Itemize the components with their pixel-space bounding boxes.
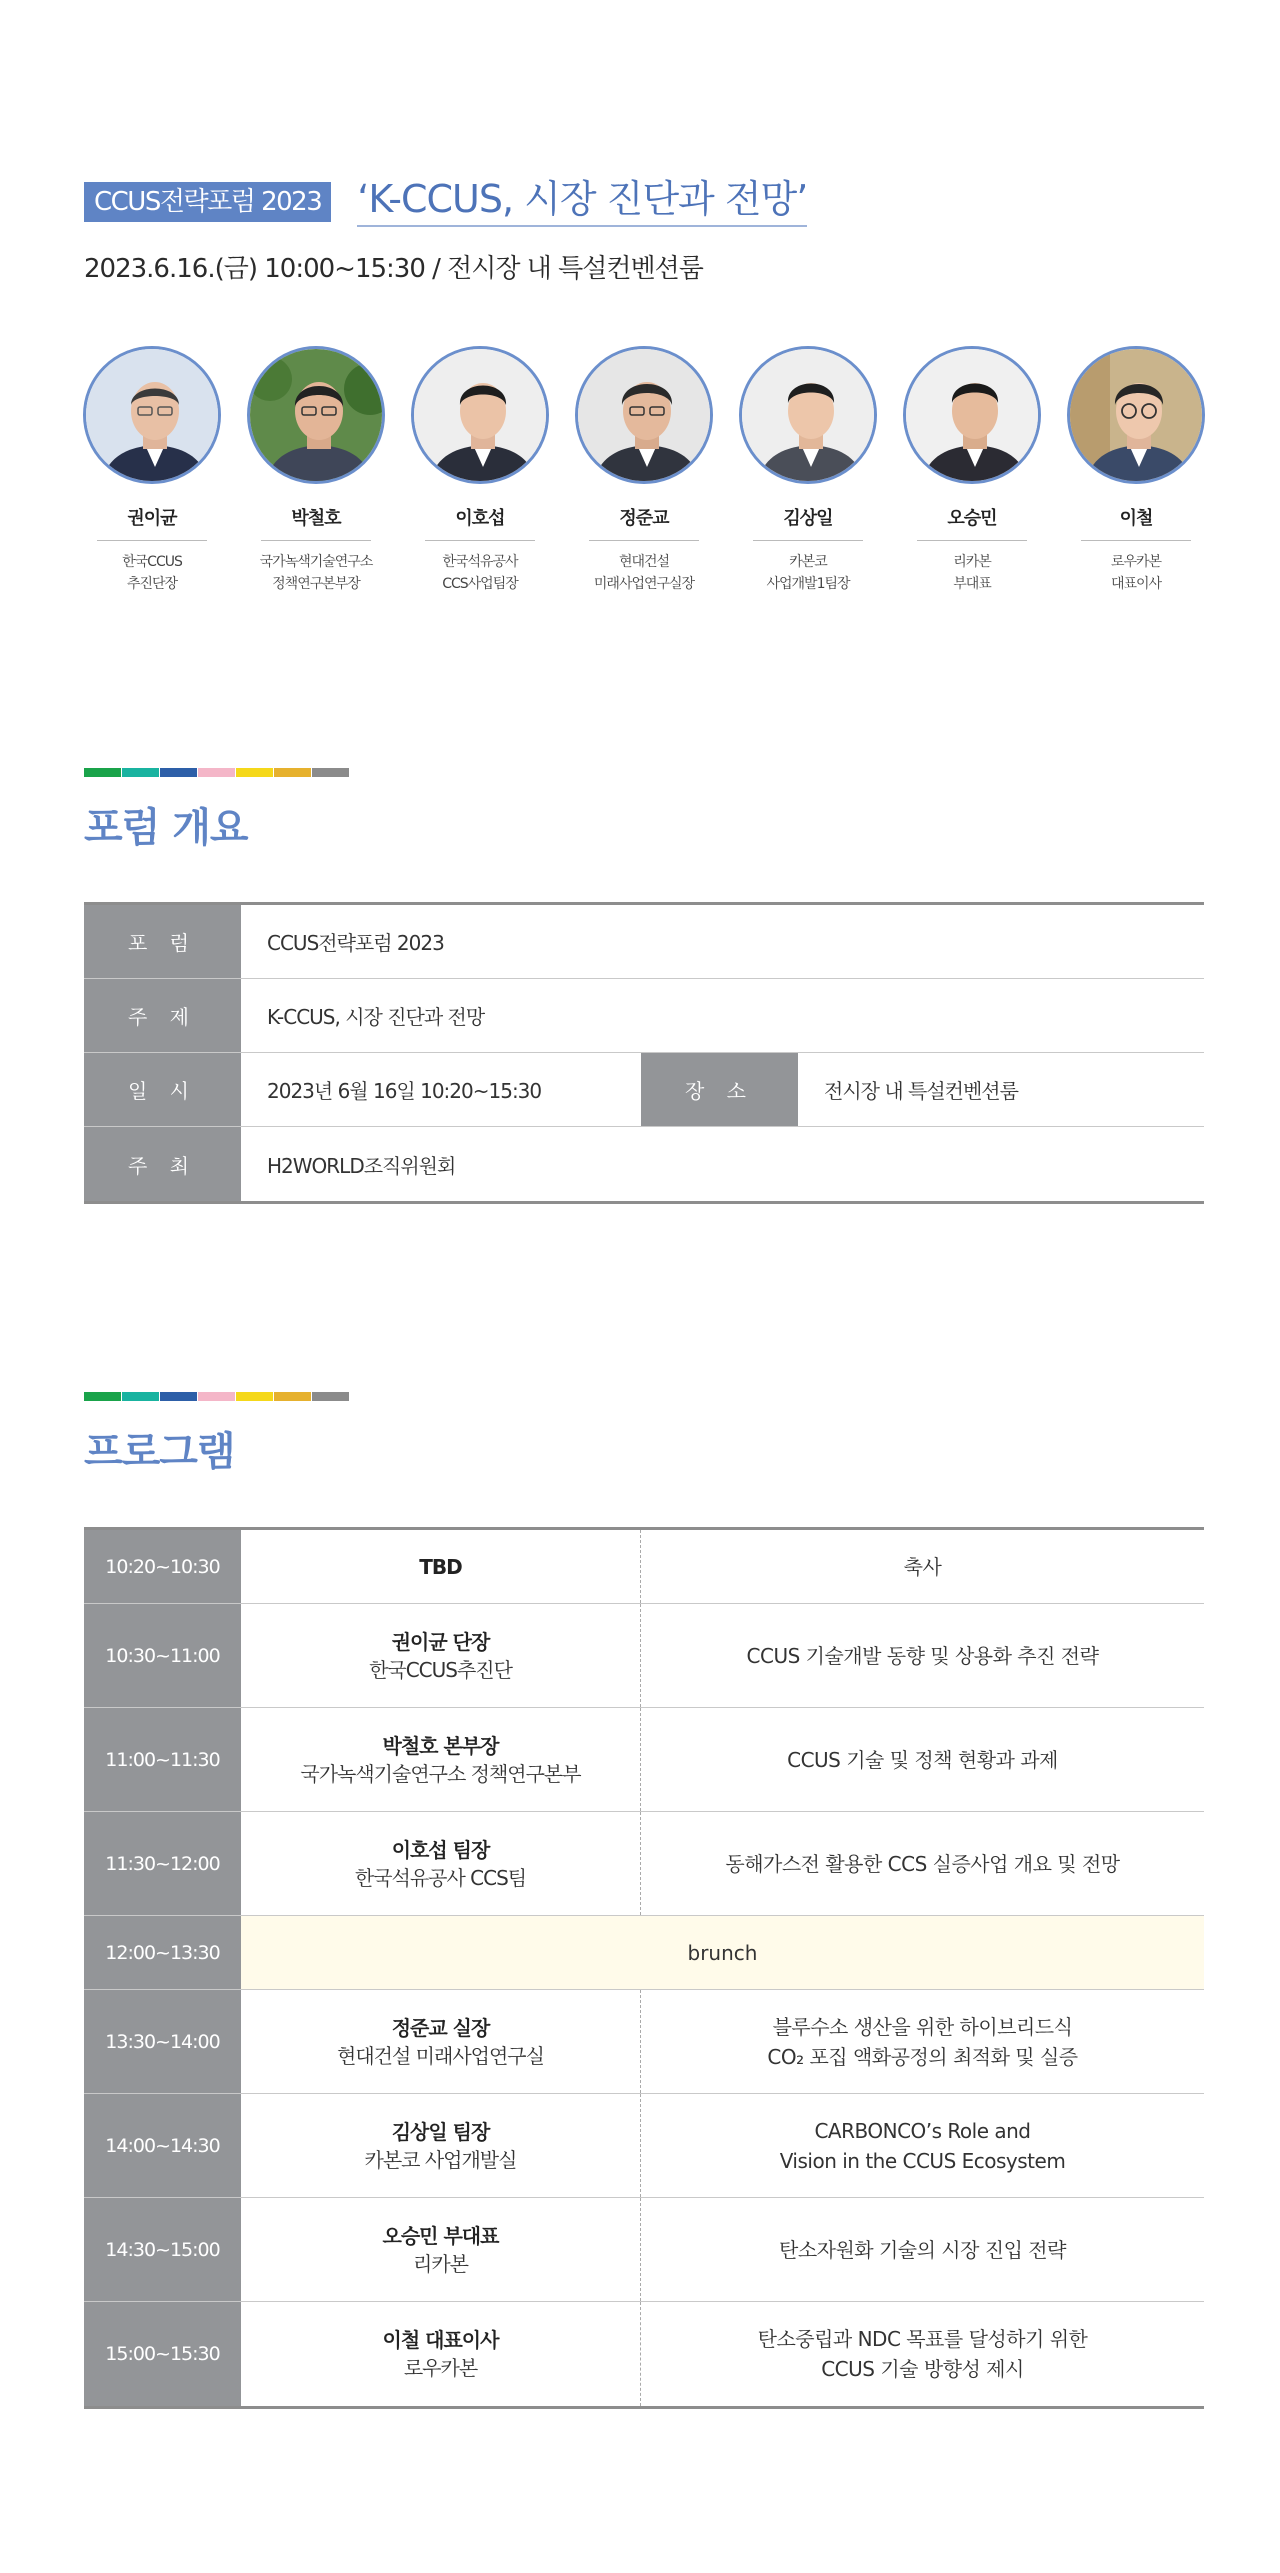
table-row <box>84 1604 1204 1708</box>
speaker-card <box>574 346 714 595</box>
speaker-photo <box>903 346 1041 484</box>
speaker-affiliation: 리카본 부대표 <box>953 554 991 592</box>
table-row <box>84 2198 1204 2302</box>
session-topic: CCUS 기술 및 정책 현황과 과제 <box>787 1747 1058 1772</box>
table-row <box>84 1053 1204 1127</box>
speaker-divider <box>1081 540 1191 541</box>
speaker-name: 정준교 <box>619 508 669 529</box>
speaker-name: 김상일 <box>783 508 833 529</box>
event-header <box>84 176 1204 285</box>
session-topic: 동해가스전 활용한 CCS 실증사업 개요 및 전망 <box>725 1851 1120 1876</box>
speaker-card <box>246 346 386 595</box>
speaker-name: 권이균 <box>127 508 177 529</box>
speaker-divider <box>97 540 207 541</box>
speaker-divider <box>917 540 1027 541</box>
forum-value: CCUS전략포럼 2023 <box>267 931 444 955</box>
session-speaker: 이철 대표이사 로우카본 <box>241 2302 641 2406</box>
session-time: 10:20~10:30 <box>84 1530 241 1603</box>
session-topic: 탄소자원화 기술의 시장 진입 전략 <box>779 2237 1066 2262</box>
speaker-name: 박철호 <box>291 508 341 529</box>
session-time: 11:00~11:30 <box>84 1708 241 1811</box>
speaker-divider <box>261 540 371 541</box>
speaker-name: 이호섭 <box>455 508 505 529</box>
speaker-photo <box>575 346 713 484</box>
speaker-divider <box>589 540 699 541</box>
speaker-divider <box>753 540 863 541</box>
speaker-affiliation: 한국석유공사 CCS사업팀장 <box>442 554 518 592</box>
session-time: 10:30~11:00 <box>84 1604 241 1707</box>
speaker-photo <box>1067 346 1205 484</box>
session-time: 12:00~13:30 <box>84 1916 241 1989</box>
forum-badge: CCUS전략포럼 2023 <box>84 182 331 222</box>
section-color-bar <box>84 1392 350 1401</box>
date-value: 2023년 6월 16일 10:20~15:30 <box>267 1079 542 1103</box>
speaker-photo <box>83 346 221 484</box>
overview-table <box>84 902 1204 1204</box>
session-speaker: 정준교 실장 현대건설 미래사업연구실 <box>241 1990 641 2093</box>
table-row <box>84 1127 1204 1201</box>
session-time: 14:30~15:00 <box>84 2198 241 2301</box>
speaker-affiliation: 한국CCUS 추진단장 <box>122 554 182 592</box>
session-speaker: 박철호 본부장 국가녹색기술연구소 정책연구본부 <box>241 1708 641 1811</box>
speaker-photo <box>247 346 385 484</box>
session-topic: CARBONCO’s Role and Vision in the CCUS Ecosystem <box>779 2118 1066 2173</box>
speaker-affiliation: 카본코 사업개발1팀장 <box>766 554 850 592</box>
session-time: 15:00~15:30 <box>84 2302 241 2406</box>
speaker-card <box>410 346 550 595</box>
event-date-venue: 2023.6.16.(금) 10:00~15:30 / 전시장 내 특설컨벤션룸 <box>84 254 703 284</box>
speaker-name: 이철 <box>1119 508 1153 529</box>
session-topic: 축사 <box>903 1554 942 1579</box>
speaker-photo <box>411 346 549 484</box>
host-value: H2WORLD조직위원회 <box>267 1153 456 1178</box>
venue-label: 장 소 <box>641 1053 798 1126</box>
session-topic: 블루수소 생산을 위한 하이브리드식 CO₂ 포집 액화공정의 최적화 및 실증 <box>767 2014 1078 2069</box>
speaker-list <box>82 346 1206 595</box>
speaker-card <box>82 346 222 595</box>
table-row <box>84 2302 1204 2406</box>
speaker-name: 오승민 <box>947 508 997 529</box>
speaker-divider <box>425 540 535 541</box>
overview-section-title: 포럼 개요 <box>84 805 248 851</box>
session-time: 11:30~12:00 <box>84 1812 241 1915</box>
venue-value: 전시장 내 특설컨벤션룸 <box>824 1079 1018 1103</box>
section-color-bar <box>84 768 350 777</box>
speaker-affiliation: 로우카본 대표이사 <box>1110 554 1162 592</box>
speaker-affiliation: 현대건설 미래사업연구실장 <box>593 554 695 592</box>
forum-label: 포 럼 <box>84 905 241 978</box>
program-section-title: 프로그램 <box>84 1429 235 1475</box>
table-row <box>84 905 1204 979</box>
title-row <box>84 176 1204 228</box>
speaker-photo <box>739 346 877 484</box>
table-row <box>84 1990 1204 2094</box>
session-topic: 탄소중립과 NDC 목표를 달성하기 위한 CCUS 기술 방향성 제시 <box>757 2327 1088 2381</box>
session-speaker: 김상일 팀장 카본코 사업개발실 <box>241 2094 641 2197</box>
program-table <box>84 1527 1204 2409</box>
table-row <box>84 2094 1204 2198</box>
session-speaker: 오승민 부대표 리카본 <box>241 2198 641 2301</box>
speaker-card <box>738 346 878 595</box>
theme-label: 주 제 <box>84 979 241 1052</box>
page-title: ‘K-CCUS, 시장 진단과 전망’ <box>357 177 807 227</box>
session-time: 13:30~14:00 <box>84 1990 241 2093</box>
break-label: brunch <box>241 1916 1204 1989</box>
table-row-break <box>84 1916 1204 1990</box>
table-row <box>84 1708 1204 1812</box>
theme-value: K-CCUS, 시장 진단과 전망 <box>267 1005 485 1029</box>
table-row <box>84 1812 1204 1916</box>
speaker-card <box>1066 346 1206 595</box>
session-topic: CCUS 기술개발 동향 및 상용화 추진 전략 <box>746 1643 1099 1668</box>
date-label: 일 시 <box>84 1053 241 1126</box>
speaker-card <box>902 346 1042 595</box>
host-label: 주 최 <box>84 1127 241 1201</box>
session-speaker: 권이균 단장 한국CCUS추진단 <box>241 1604 641 1707</box>
session-speaker: TBD <box>241 1530 641 1603</box>
speaker-affiliation: 국가녹색기술연구소 정책연구본부장 <box>259 554 373 592</box>
table-row <box>84 979 1204 1053</box>
table-row <box>84 1530 1204 1604</box>
session-speaker: 이호섭 팀장 한국석유공사 CCS팀 <box>241 1812 641 1915</box>
session-time: 14:00~14:30 <box>84 2094 241 2197</box>
